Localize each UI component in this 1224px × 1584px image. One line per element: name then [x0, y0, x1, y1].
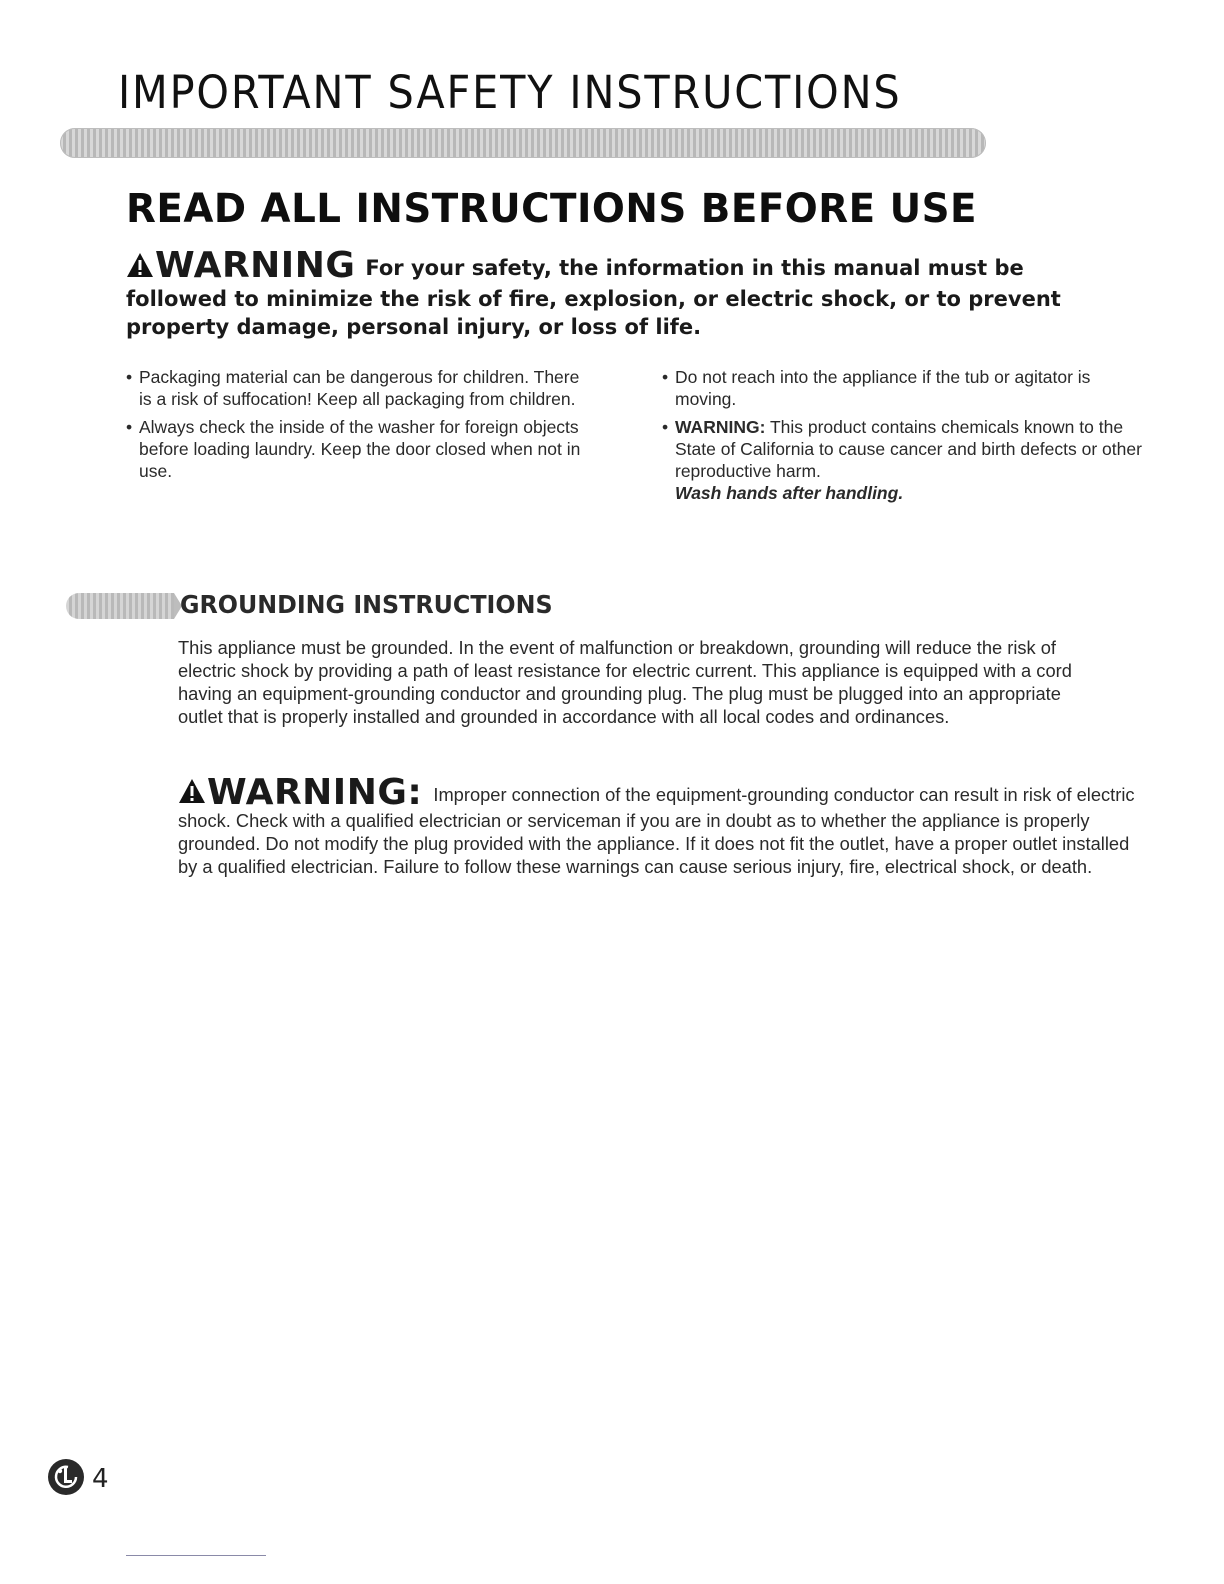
footer-rule: [126, 1555, 266, 1556]
bullets-right: [662, 366, 1142, 510]
lg-logo-icon: [46, 1457, 86, 1502]
page-title: IMPORTANT SAFETY INSTRUCTIONS: [118, 66, 902, 119]
list-item: • Packaging material can be dangerous for children. There is a risk of suffocation! Keep all packaging from children.: [126, 367, 580, 409]
section-tab-decoration: [66, 593, 174, 619]
warning-text: For your safety, the information in this manual must be followed to minimize the risk of fire, explosion, or electric shock, or to prevent property damage, personal injury, or loss of life.: [126, 256, 1061, 339]
bullet-text: Always check the inside of the washer for foreign objects before loading laundry. Keep the door closed when not in use.: [139, 417, 581, 481]
list-item: • WARNING: This product contains chemicals known to the State of California to cause cancer and birth defects or other reproductive harm. Wash hands after handling.: [662, 417, 1142, 503]
bullet-text: This product contains chemicals known to the State of California to cause cancer and birth defects or other reproductive harm.: [675, 417, 1142, 481]
warning-label: WARNING:: [207, 772, 423, 813]
warning-triangle-icon: [126, 252, 154, 285]
list-item: • Always check the inside of the washer for foreign objects before loading laundry. Keep the door closed when not in use.: [126, 417, 581, 481]
grounding-warning: [178, 772, 1138, 878]
bullet-label: WARNING:: [675, 417, 766, 437]
footer: [46, 1459, 109, 1499]
bullet-text: Do not reach into the appliance if the tub or agitator is moving.: [675, 367, 1091, 409]
title-underline-bar: [60, 128, 986, 158]
grounding-text: This appliance must be grounded. In the event of malfunction or breakdown, grounding will reduce the risk of electric shock by providing a path of least resistance for electric current. This appliance is equipped with a cord having an equipment-grounding conductor and grounding plug. The plug must be plugged into an appropriate outlet that is properly installed and grounded in accordance with all local codes and ordinances.: [178, 637, 1072, 727]
bullet-note: Wash hands after handling.: [675, 483, 904, 503]
bullets-left: [126, 366, 596, 488]
main-heading: READ ALL INSTRUCTIONS BEFORE USE: [126, 186, 978, 232]
warning-text: Improper connection of the equipment-grounding conductor can result in risk of electric shock. Check with a qualified electrician or serviceman if you are in doubt as to whether the appliance is properly grounded. Do not modify the plug provided with the appliance. If it does not fit the outlet, have a proper outlet installed by a qualified electrician. Failure to follow these warnings can cause serious injury, fire, electrical shock, or death.: [178, 784, 1135, 877]
bullet-text: Packaging material can be dangerous for children. There is a risk of suffocation! Keep all packaging from children.: [139, 367, 580, 409]
warning-block: [126, 245, 1086, 341]
list-item: • Do not reach into the appliance if the tub or agitator is moving.: [662, 367, 1091, 409]
section-heading: GROUNDING INSTRUCTIONS: [180, 590, 553, 619]
page-number: 4: [92, 1464, 109, 1494]
warning-label: WARNING: [155, 245, 356, 286]
warning-triangle-icon: [178, 778, 206, 809]
